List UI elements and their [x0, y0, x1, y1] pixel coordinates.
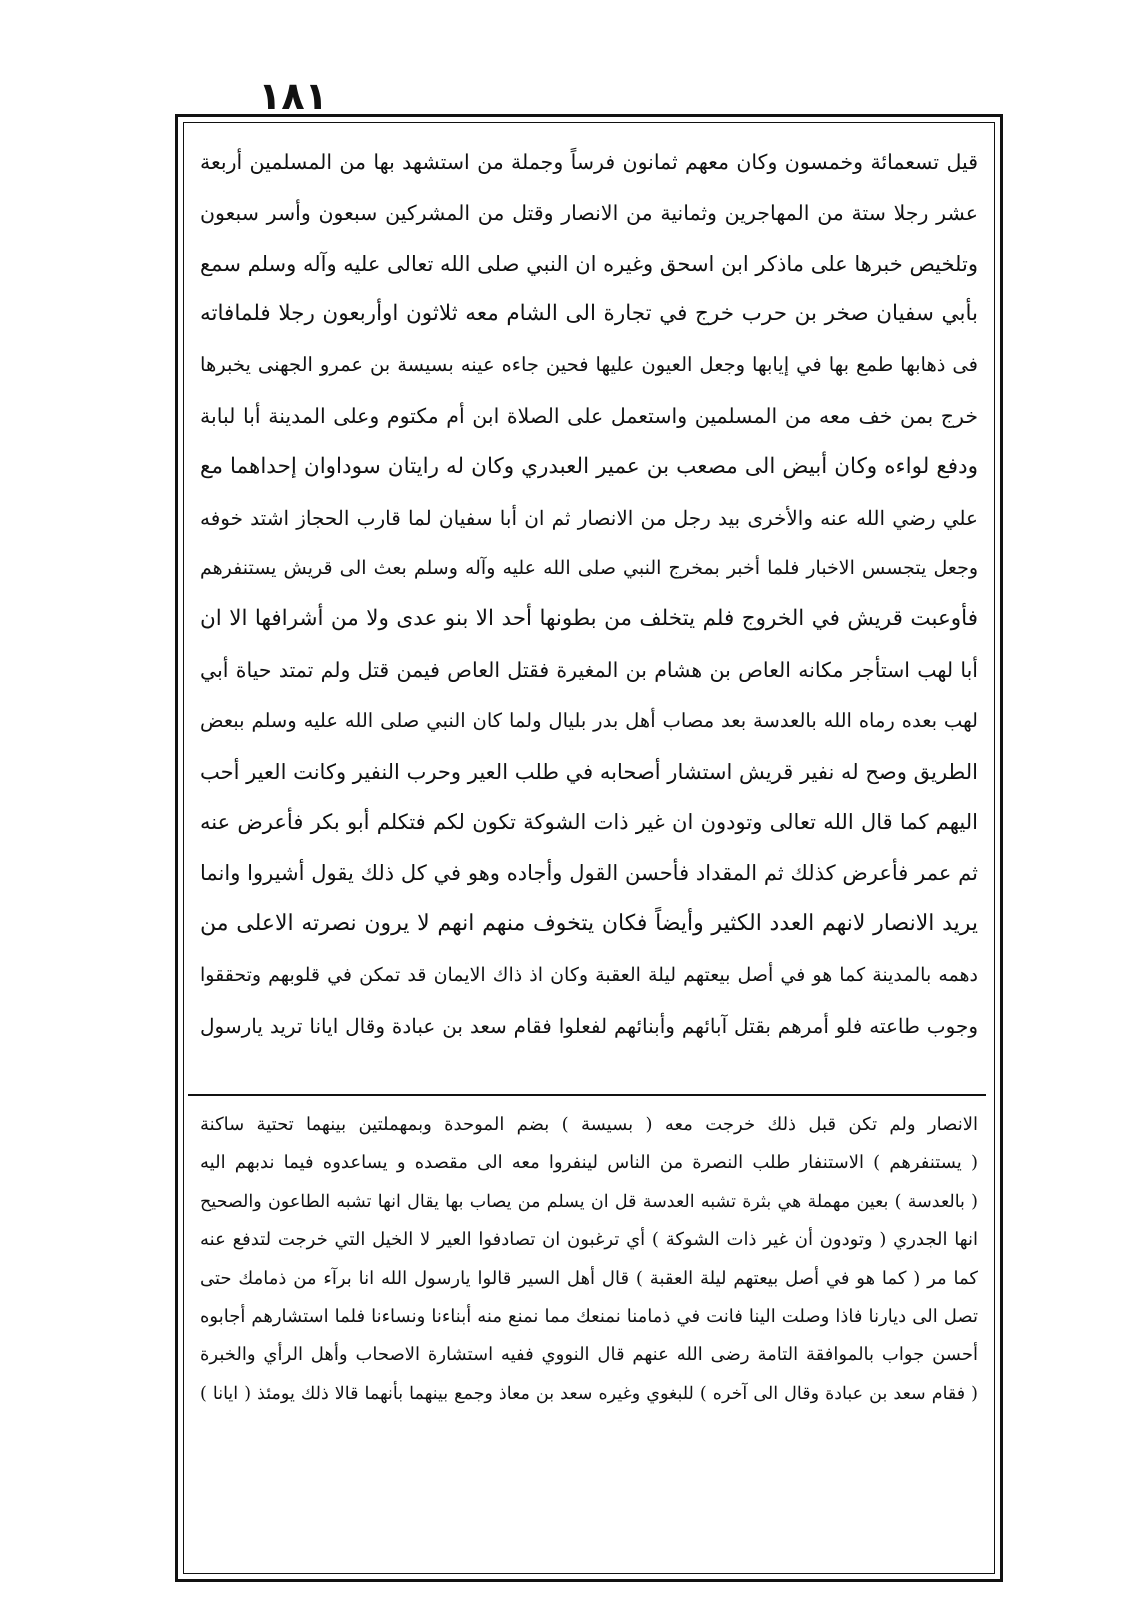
main-text-line: يريد الانصار لانهم العدد الكثير وأيضاً فكان يتخوف منهم انهم لا يرون نصرته الاعلى من — [200, 910, 978, 936]
footnote-line: ( فقام سعد بن عبادة وقال الى آخره ) للبغوي وغيره سعد بن معاذ وجمع بينهما بأنهما قالا ذلك يومئذ ( ايانا ) — [200, 1383, 978, 1404]
main-text-line: بأبي سفيان صخر بن حرب خرج في تجارة الى الشام معه ثلاثون اوأربعون رجلا فلمافاته — [200, 301, 978, 327]
footnote-line: تصل الى ديارنا فاذا وصلت الينا فانت في ذمامنا نمنعك مما نمنع منه أبناءنا ونساءنا فلما استشارهم أجابوه — [200, 1305, 978, 1327]
footnote-line: الانصار ولم تكن قبل ذلك خرجت معه ( بسيسة ) بضم الموحدة وبمهملتين بينهما تحتية ساكنة — [200, 1114, 978, 1135]
main-text-line: خرج بمن خف معه من المسلمين واستعمل على الصلاة ابن أم مكتوم وعلى المدينة أبا لبابة — [200, 403, 978, 428]
footnotes-block — [200, 1106, 978, 1413]
main-text-line: ودفع لواءه وكان أبيض الى مصعب بن عمير العبدري وكان له رايتان سوداوان إحداهما مع — [200, 453, 978, 479]
main-text-line: ثم عمر فأعرض كذلك ثم المقداد فأحسن القول وأجاده وهو في كل ذلك يقول أشيروا وانما — [200, 861, 978, 886]
main-text-line: لهب بعده رماه الله بالعدسة بعد مصاب أهل بدر بليال ولما كان النبي صلى الله عليه وسلم ببعض — [200, 708, 978, 732]
main-text-line: دهمه بالمدينة كما هو في أصل بيعتهم ليلة العقبة وكان اذ ذاك الايمان قد تمكن في قلوبهم وتحققوا — [200, 963, 978, 986]
page-number: ١٨١ — [258, 74, 328, 118]
main-text-line: وجوب طاعته فلو أمرهم بقتل آبائهم وأبنائهم لفعلوا فقام سعد بن عبادة وقال ايانا تريد يارسول — [200, 1013, 978, 1038]
main-text-block — [200, 137, 978, 1051]
main-text-line: عشر رجلا ستة من المهاجرين وثمانية من الانصار وقتل من المشركين سبعون وأسر سبعون — [200, 200, 978, 225]
footnote-divider — [188, 1094, 986, 1096]
footnote-line: أحسن جواب بالموافقة التامة رضى الله عنهم قال النووي ففيه استشارة الاصحاب وأهل الرأي والخبرة — [200, 1344, 978, 1366]
main-text-line: اليهم كما قال الله تعالى وتودون ان غير ذات الشوكة تكون لكم فتكلم أبو بكر فأعرض عنه — [200, 810, 978, 835]
footnote-line: كما مر ( كما هو في أصل بيعتهم ليلة العقبة ) قال أهل السير قالوا يارسول الله انا برآء من ذمامك حتى — [200, 1267, 978, 1289]
main-text-line: الطريق وصح له نفير قريش استشار أصحابه في طلب العير وحرب النفير وكانت العير أحب — [200, 759, 978, 784]
main-text-line: فى ذهابها طمع بها في إيابها وجعل العيون عليها فحين جاءه عينه بسيسة بن عمرو الجهنى يخبرها — [200, 353, 978, 377]
footnote-line: انها الجدري ( وتودون أن غير ذات الشوكة ) أي ترغبون ان تصادفوا العير لا الخيل التي خرجت لتدفع عنه — [200, 1229, 978, 1251]
main-text-line: وتلخيص خبرها على ماذكر ابن اسحق وغيره ان النبي صلى الله تعالى عليه وآله وسلم سمع — [200, 251, 978, 276]
main-text-line: فأوعبت قريش في الخروج فلم يتخلف من بطونها أحد الا بنو عدى ولا من أشرافها الا ان — [200, 606, 978, 632]
main-text-line: أبا لهب استأجر مكانه العاص بن هشام بن المغيرة فقتل العاص فيمن قتل ولم تمتد حياة أبي — [200, 657, 978, 682]
footnote-line: ( يستنفرهم ) الاستنفار طلب النصرة من الناس لينفروا معه الى مقصده و يساعدوه فيما ندبهم اليه — [200, 1152, 978, 1174]
main-text-line: قيل تسعمائة وخمسون وكان معهم ثمانون فرساً وجملة من استشهد بها من المسلمين أربعة — [200, 150, 978, 174]
main-text-line: علي رضي الله عنه والأخرى بيد رجل من الانصار ثم ان أبا سفيان لما قارب الحجاز اشتد خوفه — [200, 505, 978, 530]
footnote-line: ( بالعدسة ) بعين مهملة هي بثرة تشبه العدسة قل ان يسلم من يصاب بها يقال انها تشبه الطاعون والصحيح — [200, 1191, 978, 1212]
main-text-line: وجعل يتجسس الاخبار فلما أخبر بمخرج النبي صلى الله عليه وآله وسلم بعث الى قريش يستنفرهم — [200, 557, 978, 580]
